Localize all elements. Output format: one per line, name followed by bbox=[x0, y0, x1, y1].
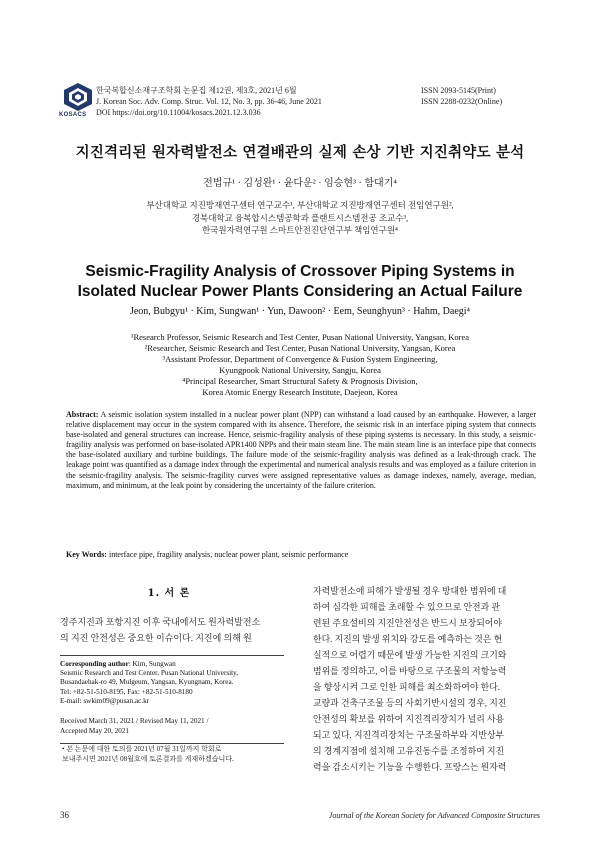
journal-citation bbox=[96, 85, 322, 118]
page-number: 36 bbox=[60, 810, 69, 820]
corresponding-email[interactable]: E-mail: swkim09@pusan.ac.kr bbox=[60, 696, 150, 705]
affiliation-en-line: Korea Atomic Energy Research Institute, Daejeon, Korea bbox=[202, 387, 398, 397]
issn-online: ISSN 2288-0232(Online) bbox=[421, 97, 503, 106]
paper-title-kr: 지진격리된 원자력발전소 연결배관의 실제 손상 기반 지진취약도 분석 bbox=[75, 145, 525, 161]
body-left-column bbox=[60, 614, 282, 646]
corresponding-name: : Kim, Sungwan bbox=[128, 660, 176, 668]
body-line: 실적으로 어렵기 때문에 발생 가능한 지진의 크기와 bbox=[313, 650, 507, 660]
affiliation-en-line: ⁴Principal Researcher, Smart Structural Safety & Prognosis Division, bbox=[182, 376, 418, 386]
corresponding-author-block bbox=[60, 660, 288, 706]
affiliation-en-line: ¹Research Professor, Seismic Research and Test Center, Pusan National University, Yangsan, Korea bbox=[130, 332, 470, 342]
issn-block bbox=[421, 85, 502, 107]
keywords-text: interface pipe, fragility analysis, nuclear power plant, seismic performance bbox=[108, 550, 349, 559]
journal-name-en: J. Korean Soc. Adv. Comp. Struc. Vol. 12, No. 3, pp. 36-46, June 2021 bbox=[96, 97, 322, 106]
keywords-label: Key Words: bbox=[66, 550, 107, 559]
body-line: 안전성의 확보를 위하여 지진격리장치가 널리 사용 bbox=[313, 714, 505, 724]
body-line: 되고 있다. 지진격리장치는 구조물하부와 지반상부 bbox=[313, 730, 505, 740]
footer-journal-name: Journal of the Korean Society for Advanced Composite Structures bbox=[328, 811, 540, 820]
kosacs-logo-icon bbox=[61, 82, 95, 112]
body-line: 범위를 정의하고, 이를 바탕으로 구조물의 저항능력 bbox=[313, 666, 507, 676]
body-line: 하여 심각한 피해를 초래할 수 있으므로 안전과 관 bbox=[313, 602, 500, 612]
note-divider bbox=[60, 743, 284, 744]
corresponding-label: Corresponding author bbox=[60, 660, 129, 668]
body-line: 자력발전소에 피해가 발생될 경우 방대한 범위에 대 bbox=[313, 586, 507, 596]
section-heading-introduction: 1. 서 론 bbox=[147, 588, 191, 599]
received-line: Received March 31, 2021 / Revised May 11, 2021 / bbox=[60, 717, 209, 725]
body-line: 력을 감소시키는 기능을 수행한다. 프랑스는 원자력 bbox=[313, 762, 507, 772]
footnote-divider bbox=[60, 655, 284, 656]
abstract-label: Abstract: bbox=[66, 410, 99, 419]
affiliation-kr-line: 한국원자력연구원 스마트안전진단연구부 책임연구원⁴ bbox=[201, 225, 399, 235]
affiliations-en bbox=[0, 332, 600, 398]
body-line: 련된 주요설비의 지진안전성은 반드시 보장되어야 bbox=[313, 618, 502, 628]
discussion-note bbox=[62, 745, 234, 764]
note-line: • 본 논문에 대한 토의를 2021년 07월 31일까지 학회로 bbox=[62, 745, 222, 753]
corresponding-line: Busandaehak-ro 49, Mulgeum, Yangsan, Kyungnam, Korea. bbox=[60, 678, 234, 687]
affiliation-en-line: Kyungpook National University, Sangju, Korea bbox=[219, 365, 381, 375]
body-line: 의 지진 안전성은 중요한 이슈이다. 지진에 의해 원 bbox=[60, 633, 252, 643]
note-line: 보내주시면 2021년 08월호에 토론결과를 게재하겠습니다. bbox=[62, 754, 234, 763]
body-line: 을 향상시켜 그로 인한 피해를 최소화하여야 한다. bbox=[313, 682, 500, 692]
keywords bbox=[66, 550, 348, 559]
body-line: 교량과 건축구조물 등의 사회기반시설의 경우, 지진 bbox=[313, 698, 507, 708]
affiliations-kr bbox=[0, 199, 600, 237]
title-en-line: Seismic-Fragility Analysis of Crossover Piping Systems in bbox=[85, 263, 515, 280]
affiliation-en-line: ³Assistant Professor, Department of Convergence & Fusion System Engineering, bbox=[162, 354, 438, 364]
body-line: 의 경계지점에 설치해 고유진동수를 조정하여 지진 bbox=[313, 746, 505, 756]
authors-en: Jeon, Bubgyu¹ · Kim, Sungwan¹ · Yun, Dawoon² · Eem, Seunghyun³ · Hahm, Daegi⁴ bbox=[129, 306, 471, 317]
logo-text: KOSACS bbox=[59, 112, 87, 118]
received-line: Accepted May 20, 2021 bbox=[60, 727, 130, 735]
title-en-line: Isolated Nuclear Power Plants Considering an Actual Failure bbox=[77, 283, 523, 300]
body-line: 한다. 지진의 발생 위치와 강도를 예측하는 것은 현 bbox=[313, 634, 503, 644]
affiliation-kr-line: 경북대학교 융복합시스템공학과 플랜트시스템전공 조교수³, bbox=[191, 212, 409, 223]
doi-link[interactable]: DOI https://doi.org/10.11004/kosacs.2021.12.3.036 bbox=[96, 108, 261, 117]
paper-title-en bbox=[0, 262, 600, 302]
affiliation-kr-line: 부산대학교 지진방재연구센터 연구교수¹, 부산대학교 지진방재연구센터 전임연구원², bbox=[146, 200, 454, 210]
received-dates bbox=[60, 716, 288, 736]
affiliation-en-line: ²Researcher, Seismic Research and Test Center, Pusan National University, Yangsan, Korea bbox=[144, 343, 456, 353]
journal-name-kr: 한국복합신소재구조학회 논문집 제12권, 제3호, 2021년 6월 bbox=[96, 86, 297, 95]
abstract bbox=[66, 410, 536, 491]
body-right-column bbox=[313, 583, 541, 775]
authors-kr: 전법규¹ · 김성완¹ · 윤다운² · 임승현³ · 함대기⁴ bbox=[203, 178, 397, 189]
body-line: 경주지진과 포항지진 이후 국내에서도 원자력발전소 bbox=[60, 617, 261, 627]
corresponding-line: Tel: +82-51-510-8195, Fax: +82-51-510-8180 bbox=[60, 687, 193, 696]
corresponding-line: Seismic Research and Test Center, Pusan National University, bbox=[60, 669, 239, 678]
abstract-text: A seismic isolation system installed in a nuclear power plant (NPP) can withstand a load caused by an earthquake. However, a larger relative displacement may occur in the system compared with its absence. Therefore, the seismic risk in an interface piping system that connects base-isolated and general structures can increase. Hence, seismic-fragility analysis of these piping systems is necessary. In this study, a seismic-fragility analysis was performed on base-isolated APR1400 NPPs and their main steam line. The main steam line is an interface pipe that connects the base-isolated auxiliary and turbine buildings. The failure mode of the seismic-fragility analysis was defined as a leak-through crack. The leakage point was quantified as a damage index through the experimental and numerical analysis results and was employed as a failure criterion in the seismic-fragility analysis. The seismic-fragility curves were assigned representative values as damage indexes, namely, average, median, maximum, and minimum, at the leak point by considering the uncertainty of the failure criterion. bbox=[66, 410, 536, 490]
issn-print: ISSN 2093-5145(Print) bbox=[421, 86, 496, 95]
